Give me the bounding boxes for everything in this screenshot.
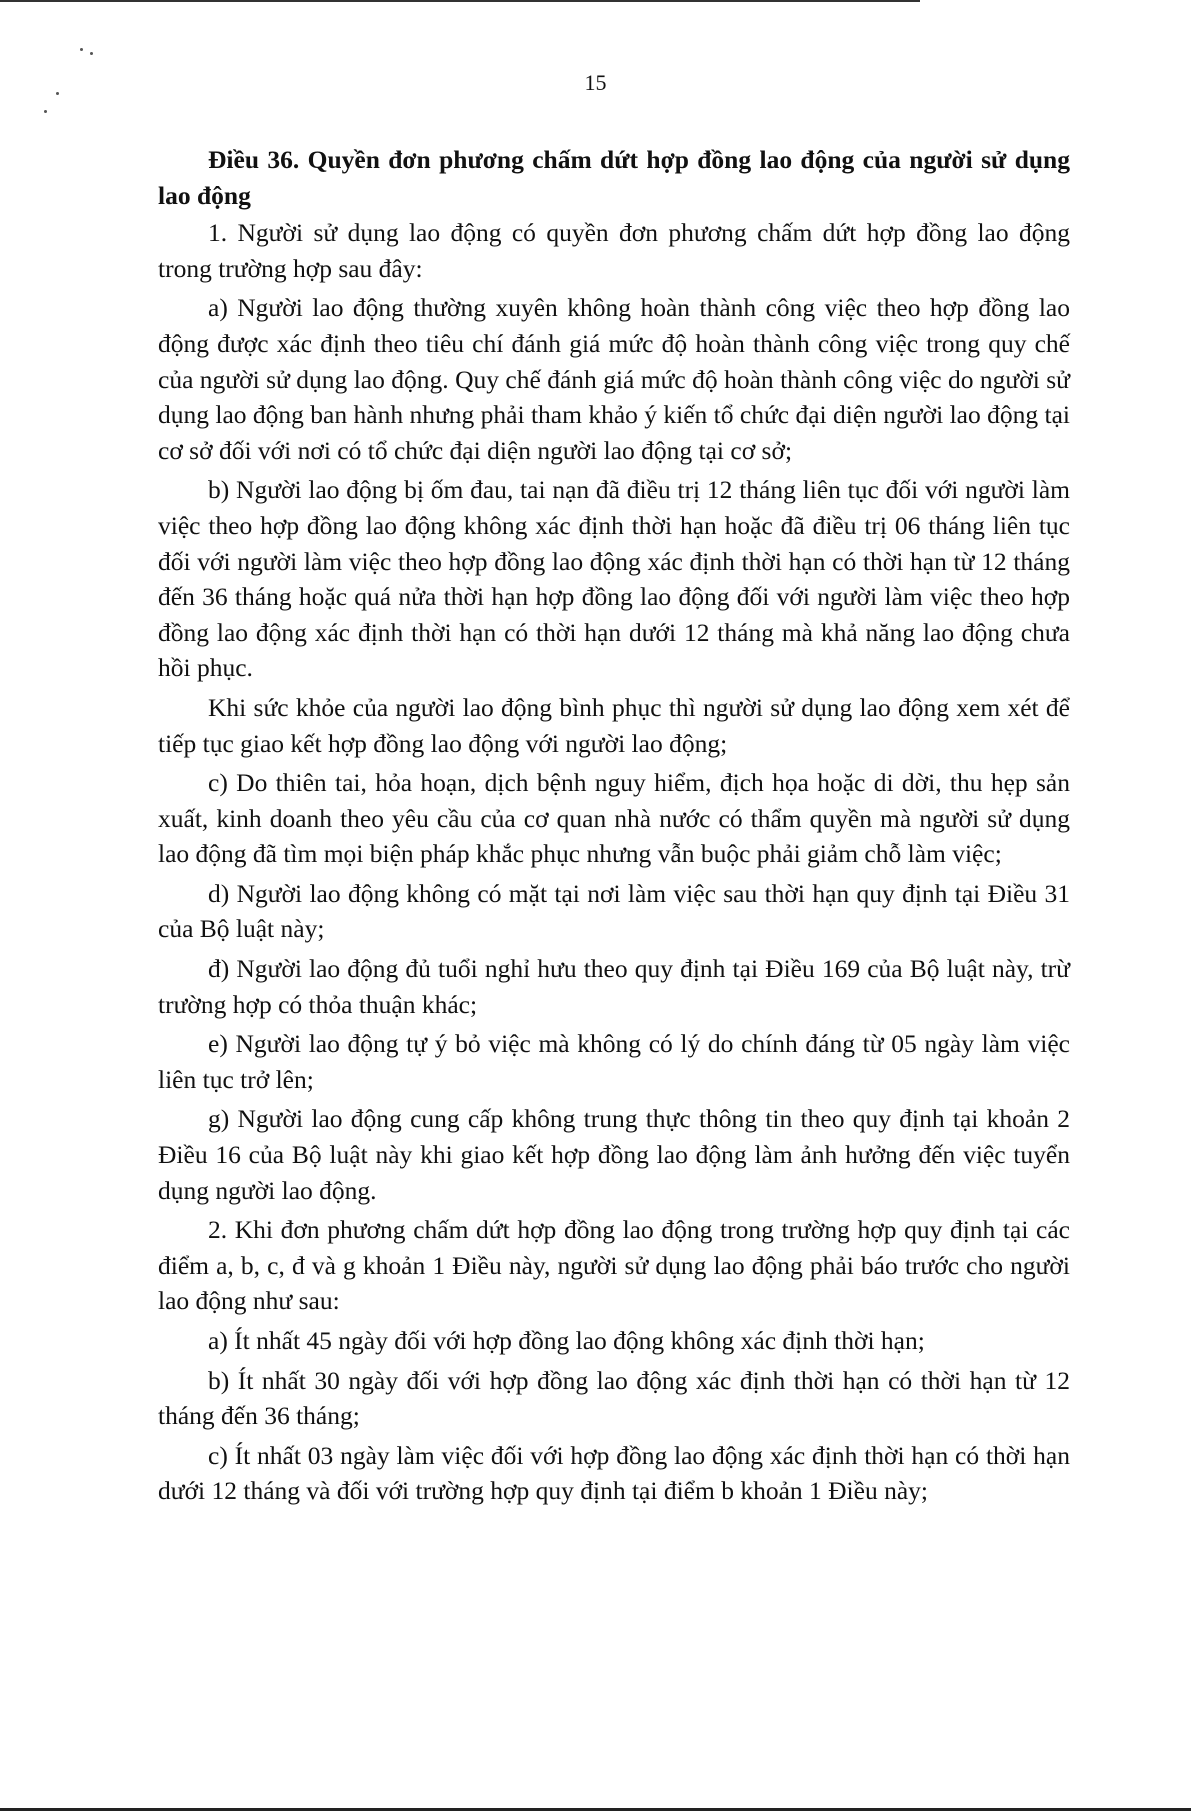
page-number: 15 bbox=[584, 70, 607, 95]
paragraph-point-e: e) Người lao động tự ý bỏ việc mà không có lý do chính đáng từ 05 ngày làm việc liên tục trở lên; bbox=[158, 1029, 1070, 1094]
paragraph-recovery-note: Khi sức khỏe của người lao động bình phục thì người sử dụng lao động xem xét để tiếp tục giao kết hợp đồng lao động với người lao động; bbox=[158, 692, 1070, 758]
paragraph-notice-c: c) Ít nhất 03 ngày làm việc đối với hợp đồng lao động xác định thời hạn có thời hạn dưới 12 tháng và đối với trường hợp quy định tại điểm b khoản 1 Điều này; bbox=[158, 1440, 1070, 1506]
scan-speck bbox=[80, 48, 83, 51]
paragraph-point-g: g) Người lao động cung cấp không trung thực thông tin theo quy định tại khoản 2 Điều 16 của Bộ luật này khi giao kết hợp đồng lao động làm ảnh hưởng đến việc tuyển dụng người lao động. bbox=[158, 1104, 1070, 1205]
paragraph-point-a: a) Người lao động thường xuyên không hoàn thành công việc theo hợp đồng lao động được xác định theo tiêu chí đánh giá mức độ hoàn thành công việc trong quy chế của người sử dụng lao động. Quy chế đánh giá mức độ hoàn thành công việc do người sử dụng lao động ban hành nhưng phải tham khảo ý kiến tổ chức đại diện người lao động tại cơ sở đối với nơi có tổ chức đại diện người lao động tại cơ sở; bbox=[158, 293, 1070, 465]
paragraph-notice-b: b) Ít nhất 30 ngày đối với hợp đồng lao động xác định thời hạn có thời hạn từ 12 tháng đến 36 tháng; bbox=[158, 1365, 1070, 1431]
paragraph-clause-2: 2. Khi đơn phương chấm dứt hợp đồng lao động trong trường hợp quy định tại các điểm a, b, c, đ và g khoản 1 Điều này, người sử dụng lao động phải báo trước cho người lao động như sau: bbox=[158, 1215, 1070, 1316]
scan-speck bbox=[90, 52, 93, 55]
document-body bbox=[158, 142, 1070, 1513]
scan-edge-top bbox=[0, 0, 920, 2]
paragraph-notice-a: a) Ít nhất 45 ngày đối với hợp đồng lao động không xác định thời hạn; bbox=[208, 1326, 925, 1355]
scan-edge-bottom bbox=[0, 1808, 1191, 1811]
paragraph-point-d: d) Người lao động không có mặt tại nơi làm việc sau thời hạn quy định tại Điều 31 của Bộ luật này; bbox=[158, 878, 1070, 944]
scan-speck bbox=[44, 110, 47, 113]
article-title: Điều 36. Quyền đơn phương chấm dứt hợp đồng lao động của người sử dụng lao động bbox=[158, 145, 1070, 210]
paragraph-point-dd: đ) Người lao động đủ tuổi nghỉ hưu theo quy định tại Điều 169 của Bộ luật này, trừ trường hợp có thỏa thuận khác; bbox=[158, 954, 1070, 1019]
paragraph-point-b: b) Người lao động bị ốm đau, tai nạn đã điều trị 12 tháng liên tục đối với người làm việc theo hợp đồng lao động không xác định thời hạn hoặc đã điều trị 06 tháng liên tục đối với người làm việc theo hợp đồng lao động xác định thời hạn có thời hạn từ 12 tháng đến 36 tháng hoặc quá nửa thời hạn hợp đồng lao động đối với người làm việc theo hợp đồng lao động xác định thời hạn có thời hạn dưới 12 tháng mà khả năng lao động chưa hồi phục. bbox=[158, 475, 1070, 683]
paragraph-clause-1: 1. Người sử dụng lao động có quyền đơn phương chấm dứt hợp đồng lao động trong trường hợp sau đây: bbox=[158, 218, 1070, 283]
paragraph-point-c: c) Do thiên tai, hỏa hoạn, dịch bệnh nguy hiểm, địch họa hoặc di dời, thu hẹp sản xuất, kinh doanh theo yêu cầu của cơ quan nhà nước có thẩm quyền mà người sử dụng lao động đã tìm mọi biện pháp khắc phục nhưng vẫn buộc phải giảm chỗ làm việc; bbox=[158, 768, 1070, 869]
